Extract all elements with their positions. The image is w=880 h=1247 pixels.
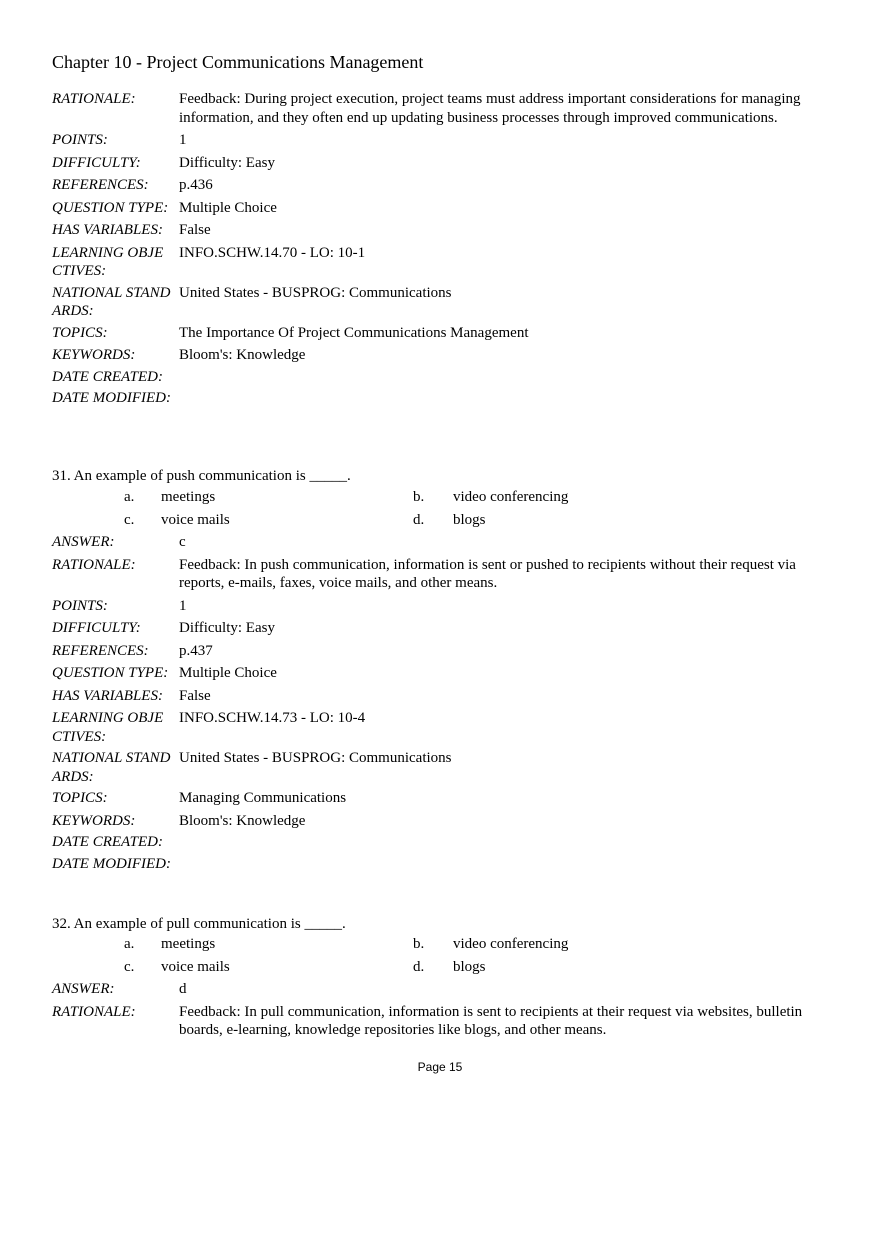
rationale-label: RATIONALE: [52, 91, 136, 107]
q31-choice-c-letter: c. [124, 512, 135, 528]
keywords-label: KEYWORDS: [52, 812, 136, 829]
points-value: 1 [179, 132, 187, 148]
points-row [52, 131, 832, 150]
has-variables-value: False [179, 222, 211, 238]
has-variables-row [52, 221, 832, 240]
q31-choice-b-letter: b. [413, 489, 425, 505]
topics-label: TOPICS: [52, 790, 108, 806]
national-standards-value: United States - BUSPROG: Communications [179, 284, 452, 301]
answer-value: c [179, 534, 186, 550]
q32-choice-d-text: blogs [453, 959, 486, 975]
has-variables-row [52, 687, 832, 706]
rationale-row [52, 1003, 832, 1040]
references-value: p.436 [179, 177, 213, 193]
question-32-meta [52, 980, 832, 1040]
topics-value: Managing Communications [179, 790, 347, 806]
date-modified-label: DATE MODIFIED: [52, 855, 171, 872]
references-row [52, 642, 832, 661]
question-type-row [52, 199, 832, 218]
rationale-text: Feedback: In pull communication, information is sent to recipients at their request via websites, bulletin boards, e-learning, knowledge repositories like blogs, and other means. [179, 1003, 803, 1038]
q32-choice-c-letter: c. [124, 959, 135, 975]
points-row [52, 597, 832, 616]
national-standards-row [52, 284, 832, 321]
q31-choice-b-text: video conferencing [453, 489, 569, 505]
has-variables-label: HAS VARIABLES: [52, 687, 163, 704]
keywords-row [52, 812, 832, 831]
references-value: p.437 [179, 642, 213, 659]
question-type-label: QUESTION TYPE: [52, 199, 169, 216]
question-31-text: 31. An example of push communication is _____. [52, 468, 351, 484]
references-label: REFERENCES: [52, 177, 149, 193]
date-created-row [52, 833, 832, 852]
question-type-label: QUESTION TYPE: [52, 665, 169, 681]
q31-choice-a-letter: a. [124, 489, 135, 505]
learning-objectives-value: INFO.SCHW.14.70 - LO: 10-1 [179, 244, 366, 261]
references-row [52, 176, 832, 195]
q31-choice-d-letter: d. [413, 512, 425, 528]
references-label: REFERENCES: [52, 642, 149, 659]
q31-choice-a-text: meetings [161, 489, 216, 505]
national-standards-label: NATIONAL STAND ARDS: [52, 284, 171, 319]
q32-choice-d-letter: d. [413, 959, 425, 975]
learning-objectives-label: LEARNING OBJE CTIVES: [52, 710, 164, 745]
difficulty-row [52, 154, 832, 173]
difficulty-value: Difficulty: Easy [179, 154, 275, 171]
q32-choice-c-text: voice mails [161, 959, 230, 975]
national-standards-label: NATIONAL STAND ARDS: [52, 750, 171, 785]
rationale-row [52, 90, 832, 127]
learning-objectives-row [52, 244, 832, 281]
rationale-label: RATIONALE: [52, 556, 136, 573]
question-type-value: Multiple Choice [179, 665, 277, 681]
question-type-value: Multiple Choice [179, 199, 277, 216]
date-created-row [52, 368, 832, 387]
question-30-meta [52, 90, 832, 408]
difficulty-label: DIFFICULTY: [52, 154, 141, 171]
difficulty-value: Difficulty: Easy [179, 620, 275, 636]
points-label: POINTS: [52, 597, 108, 614]
q31-choice-c-text: voice mails [161, 512, 230, 528]
has-variables-value: False [179, 687, 211, 704]
topics-value: The Importance Of Project Communications Management [179, 324, 529, 341]
topics-row [52, 789, 832, 808]
keywords-value: Bloom's: Knowledge [179, 347, 306, 363]
question-32-text: 32. An example of pull communication is _____. [52, 916, 346, 932]
date-created-label: DATE CREATED: [52, 368, 163, 385]
page-title: Chapter 10 - Project Communications Management [52, 52, 424, 72]
answer-label: ANSWER: [52, 534, 115, 550]
learning-objectives-value: INFO.SCHW.14.73 - LO: 10-4 [179, 710, 366, 726]
answer-row [52, 980, 832, 999]
rationale-text: Feedback: In push communication, information is sent or pushed to recipients without their request via reports, e-mails, faxes, voice mails, and other means. [179, 556, 796, 591]
answer-value: d [179, 981, 187, 997]
difficulty-row [52, 619, 832, 638]
difficulty-label: DIFFICULTY: [52, 620, 141, 636]
q32-choice-a-text: meetings [161, 936, 216, 952]
keywords-value: Bloom's: Knowledge [179, 812, 306, 829]
q32-choice-b-letter: b. [413, 936, 425, 952]
answer-row [52, 533, 832, 552]
page-number: Page 15 [417, 1060, 463, 1074]
answer-label: ANSWER: [52, 981, 115, 997]
topics-label: TOPICS: [52, 324, 108, 341]
has-variables-label: HAS VARIABLES: [52, 222, 163, 238]
national-standards-row [52, 749, 832, 786]
national-standards-value: United States - BUSPROG: Communications [179, 750, 452, 766]
date-modified-row [52, 855, 832, 874]
q31-choice-d-text: blogs [453, 512, 486, 528]
rationale-text: Feedback: During project execution, project teams must address important considerations for managing information, and they often end up updating business processes through improved communications. [179, 91, 801, 126]
rationale-row [52, 556, 832, 593]
points-value: 1 [179, 597, 187, 614]
q32-choice-a-letter: a. [124, 936, 135, 952]
keywords-row [52, 346, 832, 365]
question-type-row [52, 664, 832, 683]
keywords-label: KEYWORDS: [52, 347, 136, 363]
date-created-label: DATE CREATED: [52, 834, 163, 850]
q32-choice-b-text: video conferencing [453, 936, 569, 952]
learning-objectives-row [52, 709, 832, 746]
topics-row [52, 324, 832, 343]
points-label: POINTS: [52, 132, 108, 148]
date-modified-row [52, 389, 832, 408]
rationale-label: RATIONALE: [52, 1003, 136, 1020]
learning-objectives-label: LEARNING OBJE CTIVES: [52, 244, 164, 279]
question-31-meta [52, 533, 832, 873]
date-modified-label: DATE MODIFIED: [52, 390, 171, 406]
